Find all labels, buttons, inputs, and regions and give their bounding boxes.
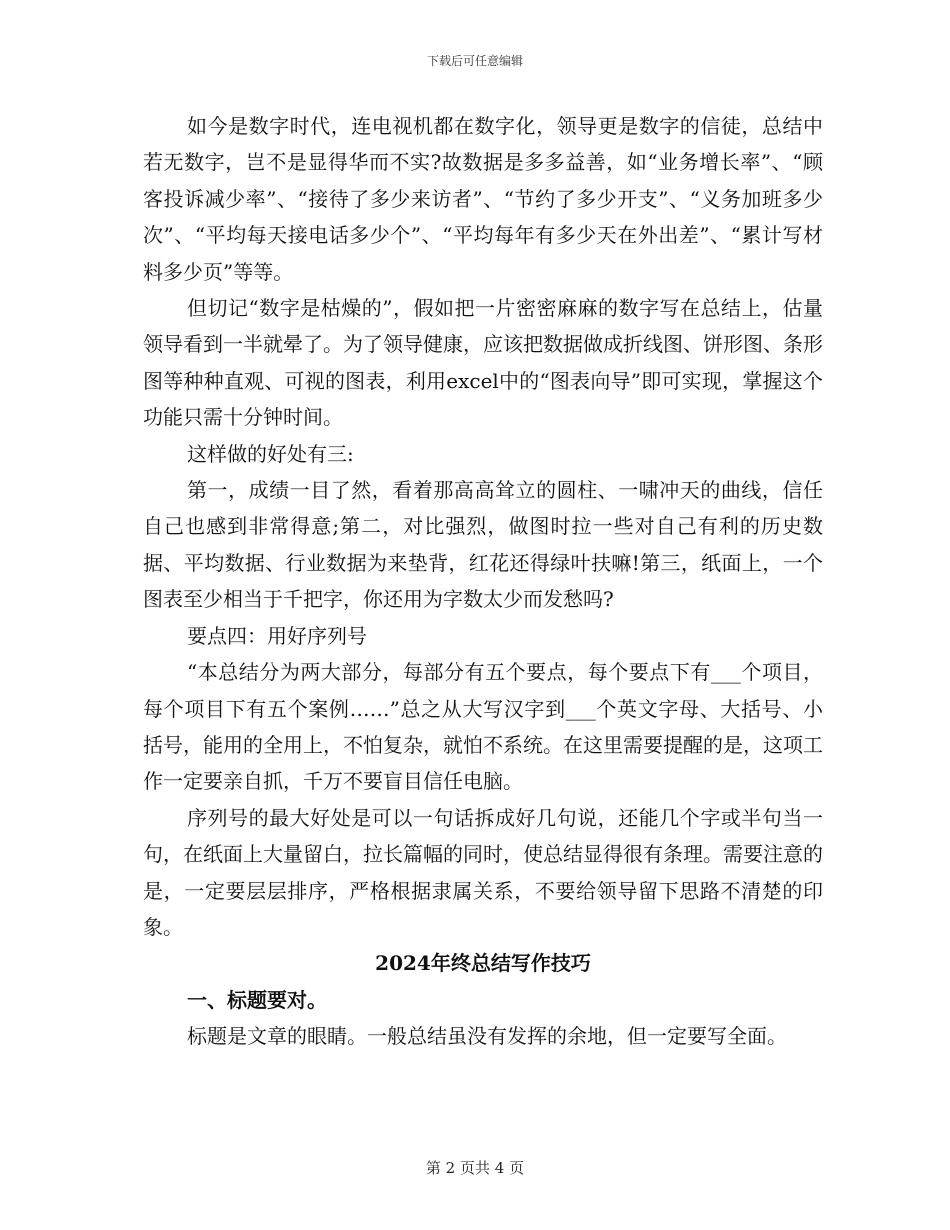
paragraph-benefits-intro: 这样做的好处有三: [187, 441, 354, 466]
section-heading-title: 一、标题要对。 [187, 987, 327, 1012]
paragraph-numbering-quote: “本总结分为两大部分，每部分有五个要点，每个要点下有___个项目，每个项目下有五个案例……”总之从大写汉字到___个英文字母、大括号、小括号，能用的全用上，不怕复杂，就怕不系统。在这里需要提醒的是，这项工作一定要亲自抓，千万不要盲目信任电脑。 [143, 660, 823, 794]
document-body [143, 108, 823, 1055]
paragraph-benefits-list: 第一，成绩一目了然，看着那高高耸立的圆柱、一啸冲天的曲线，信任自己也感到非常得意;第二，对比强烈，做图时拉一些对自己有利的历史数据、平均数据、行业数据为来垫背，红花还得绿叶扶嘛!第三，纸面上，一个图表至少相当于千把字，你还用为字数太少而发愁吗? [143, 478, 823, 612]
page-number: 第 2 页共 4 页 [425, 1159, 525, 1177]
paragraph-data-usage: 如今是数字时代，连电视机都在数字化，领导更是数字的信徒，总结中若无数字，岂不是显得华而不实?故数据是多多益善，如“业务增长率”、“顾客投诉减少率”、“接待了多少来访者”、“节约了多少开支”、“义务加班多少次”、“平均每天接电话多少个”、“平均每年有多少天在外出差”、“累计写材料多少页”等等。 [143, 114, 823, 284]
document-title: 2024年终总结写作技巧 [375, 951, 591, 976]
page-header-note: 下载后可任意编辑 [426, 54, 523, 68]
paragraph-charts-advice: 但切记“数字是枯燥的”，假如把一片密密麻麻的数字写在总结上，估量领导看到一半就晕了。为了领导健康，应该把数据做成折线图、饼形图、条形图等种种直观、可视的图表，利用excel中的“图表向导”即可实现，掌握这个功能只需十分钟时间。 [143, 296, 823, 430]
paragraph-numbering-benefit: 序列号的最大好处是可以一句话拆成好几句说，还能几个字或半句当一句，在纸面上大量留白，拉长篇幅的同时，使总结显得很有条理。需要注意的是，一定要层层排序，严格根据隶属关系，不要给领导留下思路不清楚的印象。 [143, 805, 823, 939]
section-point-four: 要点四：用好序列号 [187, 623, 367, 648]
paragraph-title-importance: 标题是文章的眼睛。一般总结虽没有发挥的余地，但一定要写全面。 [187, 1024, 787, 1049]
